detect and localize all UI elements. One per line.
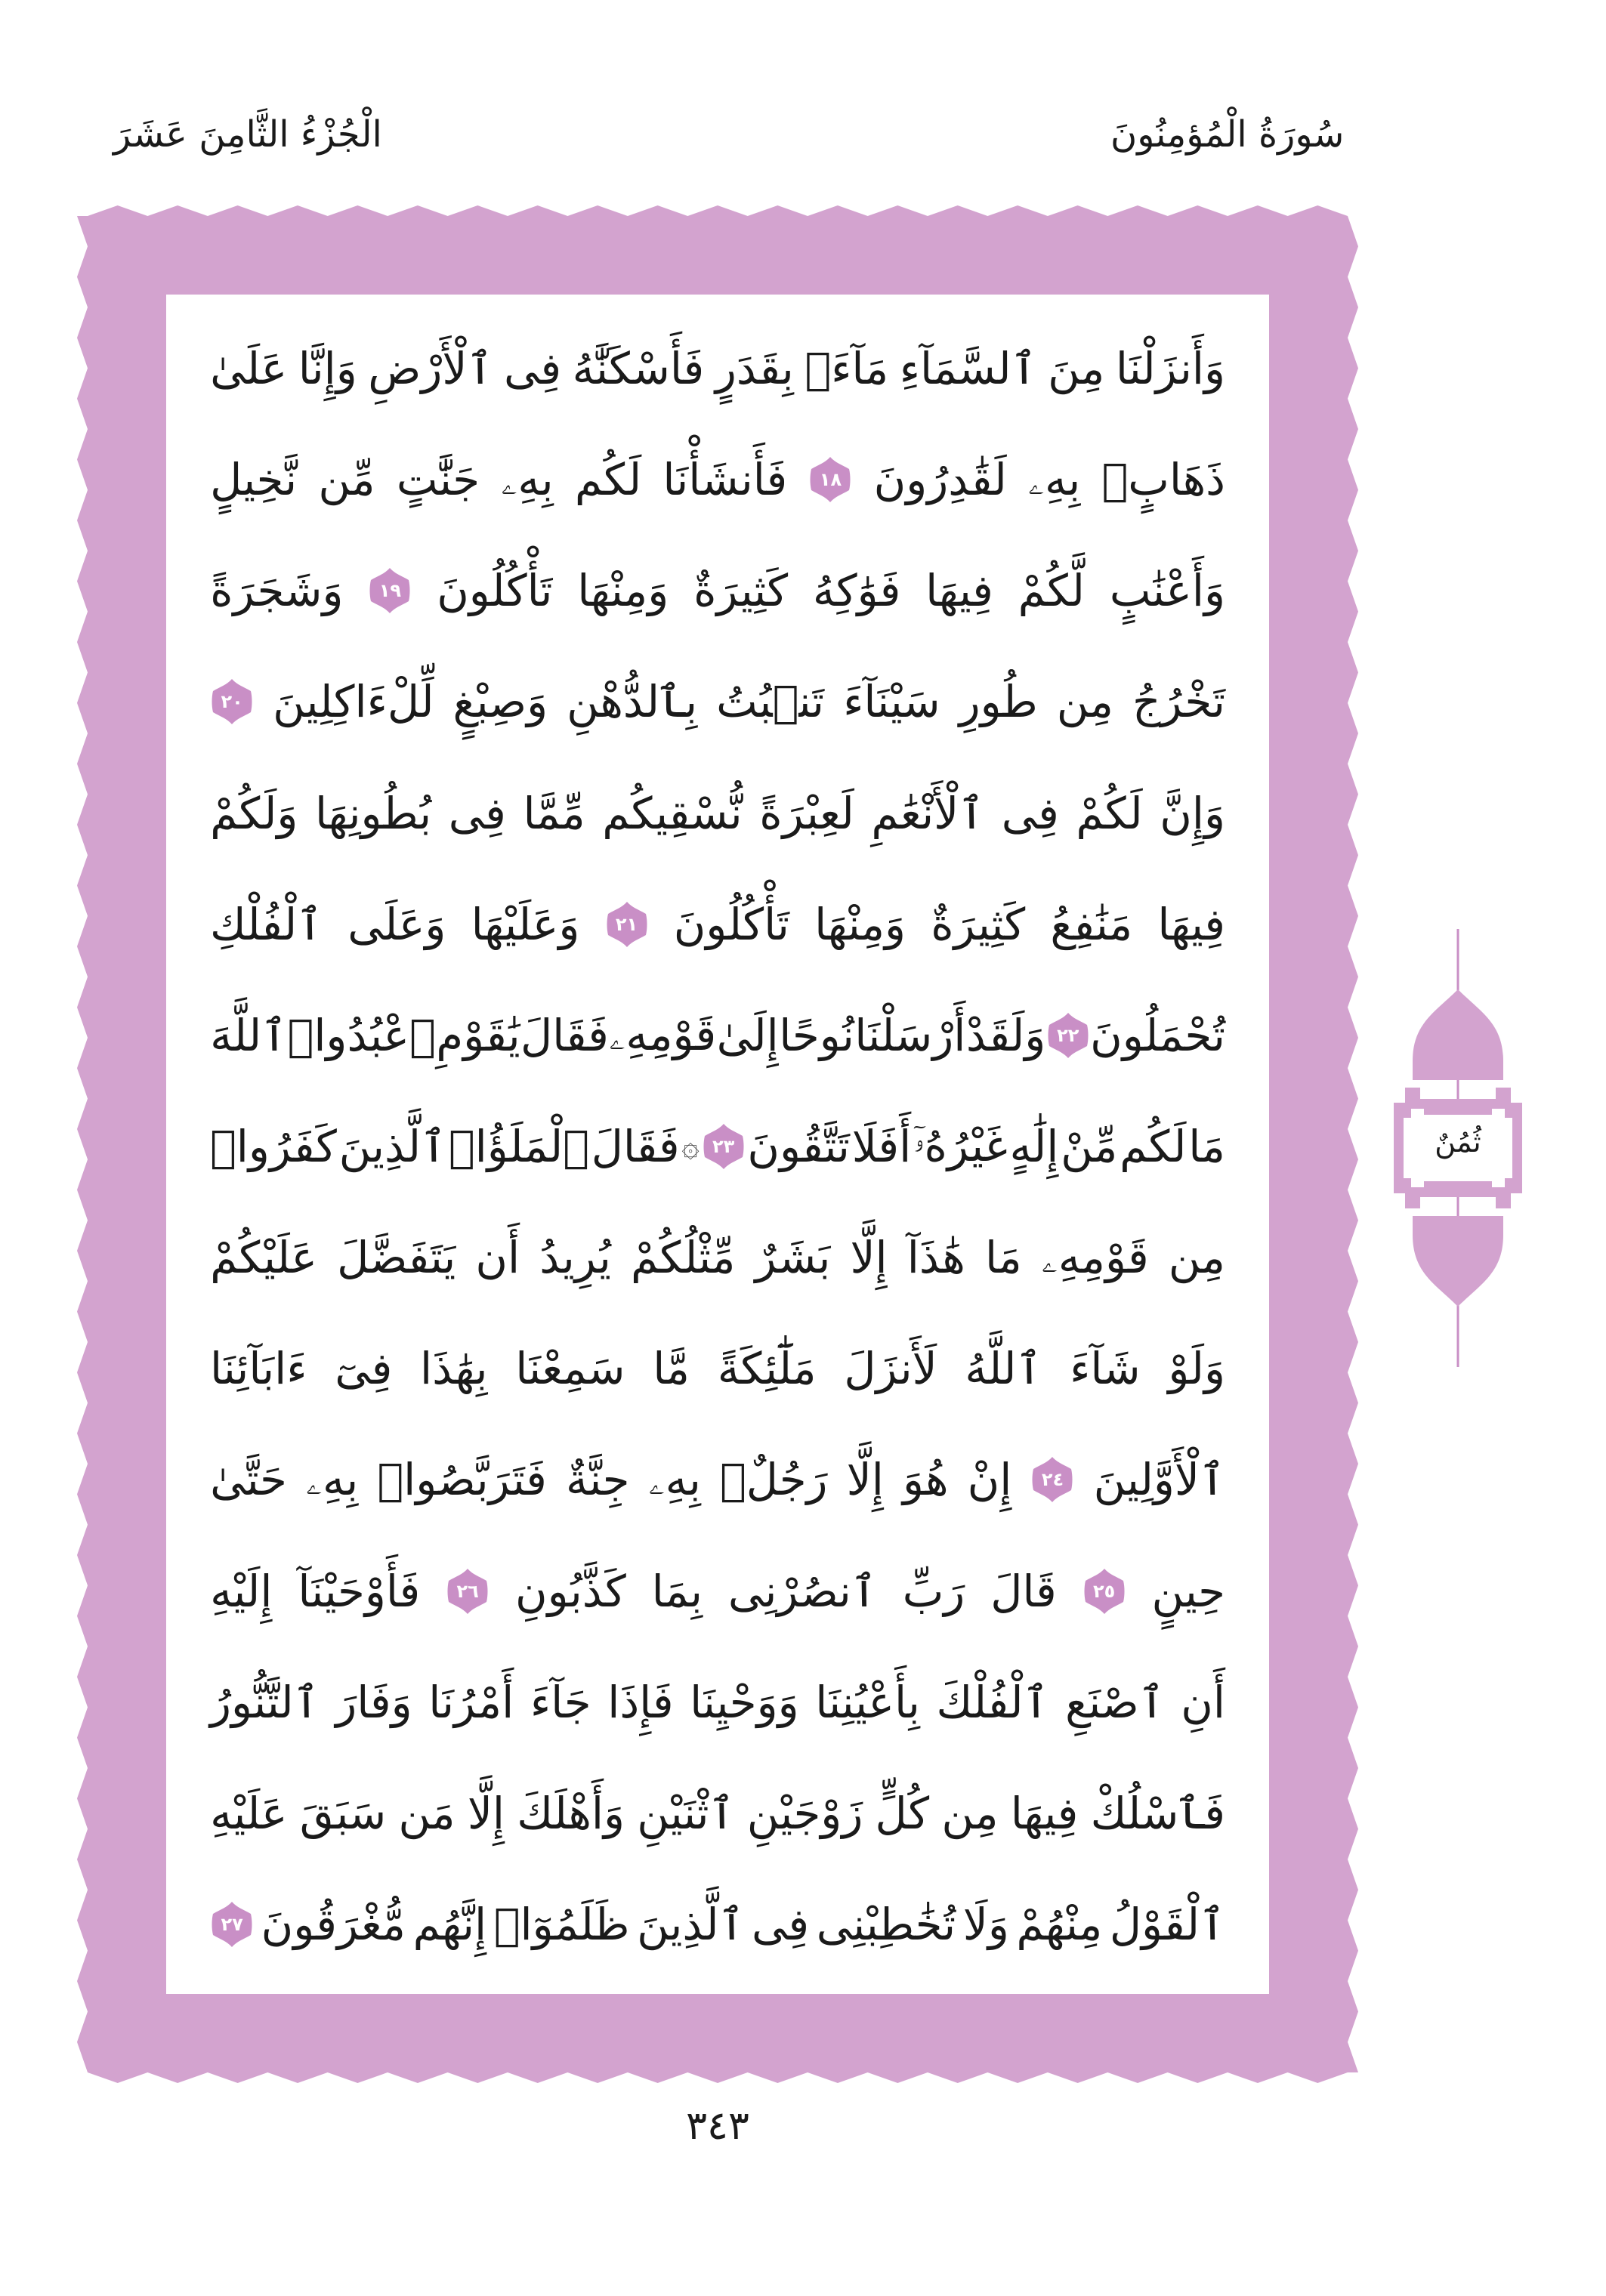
quran-word: بِأَعْيُنِنَا — [815, 1676, 920, 1728]
quran-word: نُّسْقِيكُم — [602, 787, 743, 839]
quran-word: عَلَىٰ — [210, 343, 288, 394]
quran-word: وَأَعْنَٰبٍ — [1109, 565, 1225, 617]
text-line — [210, 1212, 1225, 1303]
quran-word: يُرِيدُ — [539, 1232, 611, 1284]
ayah-number: ٢٥ — [1092, 1580, 1116, 1602]
quran-text-block — [210, 323, 1225, 1970]
ayah-number: ٢٢ — [1057, 1024, 1079, 1046]
quran-word: نَّخِيلٍ — [210, 454, 298, 506]
quran-word: أَمْرُنَا — [428, 1676, 514, 1728]
quran-word: لِّلْءَاكِلِينَ — [273, 676, 434, 728]
quran-word: ٱنصُرْنِى — [727, 1565, 877, 1617]
ayah-number-marker — [1030, 1455, 1074, 1504]
quran-word: مِّنْ — [1061, 1120, 1118, 1172]
quran-word: كَثِيرَةٌ — [693, 565, 789, 617]
quran-word: زَوْجَيْنِ — [746, 1787, 863, 1839]
quran-word: مَّا — [653, 1343, 690, 1395]
quran-word: مِّمَّا — [523, 787, 585, 839]
quran-word: تَأْكُلُونَ — [437, 565, 553, 617]
quran-word: وَصِبْغٍ — [452, 676, 548, 728]
quran-word: لَأَنزَلَ — [844, 1343, 937, 1395]
quran-word: كَثِيرَةٌ — [931, 898, 1026, 950]
hizb-quarter-label: ثُمُنٌ — [1435, 1125, 1481, 1159]
ayah-number-marker — [1083, 1567, 1126, 1616]
quran-word: بُطُونِهَا — [314, 787, 432, 839]
rub-el-hizb-icon: ۞ — [681, 1128, 700, 1164]
quran-word: فَأَسْكَنَّٰهُ — [572, 343, 705, 394]
quran-word: مَآءَۢ — [805, 343, 889, 394]
quran-word: بِمَا — [651, 1565, 703, 1617]
quran-word: تَخْرُجُ — [1132, 676, 1225, 728]
ayah-number: ١٨ — [819, 469, 842, 491]
quran-word: إِلَٰهٍ — [1009, 1120, 1059, 1172]
quran-word: ٱللَّهُ — [965, 1343, 1042, 1395]
text-line — [210, 1768, 1225, 1859]
quran-word: فِى — [504, 343, 562, 394]
ayah-number: ١٩ — [378, 580, 402, 602]
quran-word: كُلٍّ — [875, 1787, 930, 1839]
quran-word: مِنَ — [1048, 343, 1105, 394]
quran-word: ٱلسَّمَآءِ — [899, 343, 1037, 394]
ayah-number: ٢٦ — [456, 1580, 479, 1602]
quran-word: مِنْهُمْ — [1016, 1898, 1103, 1950]
ayah-number-marker — [446, 1567, 490, 1616]
quran-word: فَتَرَبَّصُوا۟ — [377, 1454, 547, 1506]
quran-word: بِهِۦ — [1027, 453, 1081, 505]
quran-word: فَوَٰكِهُ — [812, 565, 901, 617]
ayah-number: ٢٧ — [221, 1913, 243, 1935]
quran-word: وَلَا — [962, 1898, 1009, 1950]
quran-word: وَمِنْهَا — [577, 565, 669, 617]
quran-word: وَعَلَيْهَا — [471, 898, 580, 950]
quran-word: إِلَّا — [467, 1787, 505, 1839]
quran-word: كَفَرُوا۟ — [210, 1120, 337, 1172]
text-line — [210, 990, 1225, 1081]
quran-word: يَٰقَوْمِ — [436, 1009, 520, 1061]
quran-word: رَبِّ — [902, 1565, 965, 1617]
ayah-number-marker — [1046, 1011, 1090, 1060]
quran-word: فِيهَا — [1010, 1787, 1079, 1839]
ayah-number: ٢٣ — [712, 1135, 735, 1157]
quran-word: شَآءَ — [1070, 1343, 1141, 1395]
quran-word: وَلَكُمْ — [210, 787, 298, 839]
text-line — [210, 1101, 1225, 1192]
quran-word: فِيهَا — [925, 565, 993, 617]
quran-word: بِهِۦ — [648, 1453, 701, 1505]
ayah-number-marker — [702, 1122, 746, 1171]
quran-word: ٱلْأَرْضِ — [368, 343, 493, 394]
quran-word: مِن — [941, 1787, 999, 1839]
quran-word: مَا — [1188, 1120, 1225, 1172]
quran-word: فِىٓ — [335, 1343, 393, 1395]
ayah-number: ٢١ — [615, 913, 638, 935]
quran-word: ٱلْفُلْكَ — [936, 1676, 1049, 1728]
quran-word: جَنَّٰتٍ — [396, 454, 480, 506]
quran-word: وَأَنزَلْنَا — [1115, 343, 1225, 394]
quran-word: نُوحًا — [779, 1009, 854, 1061]
quran-word: بَشَرٌ — [755, 1232, 831, 1284]
quran-word: طُورِ — [959, 676, 1038, 728]
text-line — [210, 656, 1225, 747]
juz-name-header: الْجُزْءُ الثَّامِنَ عَشَرَ — [113, 113, 382, 156]
quran-word: وَلَقَدْ — [965, 1009, 1046, 1061]
quran-word: فِى — [1001, 787, 1059, 839]
ayah-number-marker — [808, 455, 852, 504]
quran-word: ٱعْبُدُوا۟ — [287, 1009, 436, 1061]
quran-word: كَذَّبُونِ — [515, 1565, 626, 1617]
quran-word: وَوَحْيِنَا — [690, 1676, 799, 1728]
text-line — [210, 768, 1225, 859]
quran-word: فَإِذَا — [607, 1676, 674, 1728]
quran-word: فَٱسْلُكْ — [1090, 1787, 1225, 1839]
quran-word: مِّن — [318, 454, 375, 506]
quran-word: مَن — [398, 1787, 456, 1839]
quran-word: عَلَيْكُمْ — [210, 1232, 318, 1284]
quran-word: وَلَوْ — [1168, 1343, 1225, 1395]
quran-word: إِلَيْهِ — [210, 1565, 273, 1617]
quran-word: سَبَقَ — [299, 1787, 387, 1839]
page-number: ٣٤٣ — [686, 2103, 749, 2149]
quran-word: إِلَّا — [850, 1232, 888, 1284]
quran-word: هُوَ — [902, 1454, 949, 1506]
quran-word: فِى — [752, 1898, 810, 1950]
surah-name-header: سُورَةُ الْمُؤمِنُونَ — [1110, 113, 1345, 156]
quran-word: وَشَجَرَةً — [210, 565, 344, 617]
quran-word: تُحْمَلُونَ — [1090, 1009, 1225, 1061]
text-line — [210, 1434, 1225, 1525]
text-line — [210, 1546, 1225, 1637]
quran-word: إِلَّا — [846, 1454, 884, 1506]
text-line — [210, 1657, 1225, 1748]
quran-word: سَمِعْنَا — [515, 1343, 625, 1395]
quran-word: حَتَّىٰ — [210, 1454, 287, 1506]
quran-word: تَتَّقُونَ — [747, 1120, 850, 1172]
quran-word: غَيْرُهُۥٓ — [913, 1120, 1008, 1172]
ayah-number: ٢٤ — [1041, 1469, 1064, 1491]
quran-word: بِهَٰذَا — [420, 1343, 488, 1395]
quran-word: رَجُلٌۢ — [719, 1454, 828, 1506]
ayah-number-marker — [210, 1900, 254, 1949]
quran-word: لَكُم — [574, 454, 642, 506]
quran-word: ٱلْمَلَؤُا۟ — [448, 1120, 589, 1172]
ayah-number-marker — [605, 900, 649, 949]
quran-word: لَعِبْرَةً — [759, 787, 854, 839]
quran-word: ٱلْفُلْكِ — [210, 898, 323, 950]
quran-word: إِلَىٰ — [716, 1009, 779, 1061]
quran-word: أَفَلَا — [851, 1120, 912, 1172]
quran-word: وَمِنْهَا — [814, 898, 906, 950]
quran-word: وَأَهْلَكَ — [517, 1787, 625, 1839]
quran-word: أَرْسَلْنَا — [854, 1009, 966, 1061]
quran-word: مَلَٰٓئِكَةً — [717, 1343, 817, 1395]
quran-word: لَكُمْ — [1076, 787, 1143, 839]
quran-word: مِن — [1168, 1232, 1225, 1284]
quran-word: قَوْمِهِۦ — [609, 1009, 717, 1061]
text-line — [210, 1879, 1225, 1970]
quran-word: إِنْ — [967, 1454, 1012, 1506]
text-line — [210, 1323, 1225, 1414]
quran-word: فِيهَا — [1157, 898, 1225, 950]
quran-word: إِنَّهُم — [412, 1898, 487, 1950]
quran-word: وَعَلَى — [347, 898, 446, 950]
quran-word: أَن — [475, 1232, 520, 1284]
quran-word: قَوْمِهِۦ — [1041, 1231, 1149, 1283]
quran-word: عَلَيْهِ — [210, 1787, 288, 1839]
quran-word: ظَلَمُوٓا۟ — [493, 1898, 630, 1950]
quran-word: مِّثْلُكُمْ — [631, 1232, 736, 1284]
quran-word: وَفَارَ — [335, 1676, 412, 1728]
quran-word: ذَهَابٍۭ — [1101, 454, 1225, 506]
quran-word: حِينٍ — [1151, 1565, 1225, 1617]
quran-word: سَيْنَآءَ — [843, 676, 940, 728]
quran-word: ٱلَّذِينَ — [338, 1120, 447, 1172]
quran-word: جَآءَ — [530, 1676, 591, 1728]
quran-word: فَأَوْحَيْنَآ — [298, 1565, 421, 1617]
quran-word: بِٱلدُّهْنِ — [567, 676, 698, 728]
quran-word: لَقَٰدِرُونَ — [873, 454, 1007, 506]
quran-word: فَقَالَ — [520, 1009, 609, 1061]
quran-word: فَقَالَ — [591, 1120, 680, 1172]
ayah-number-marker — [210, 677, 254, 726]
text-line — [210, 879, 1225, 970]
quran-word: بِهِۦ — [501, 453, 554, 505]
quran-word: بِهِۦ — [305, 1453, 359, 1505]
quran-word: مَا — [984, 1232, 1022, 1284]
quran-word: تَنۢبُتُ — [716, 676, 825, 728]
ayah-number: ٢٠ — [221, 691, 243, 713]
quran-word: وَإِنَّا — [298, 343, 357, 394]
quran-word: بِقَدَرٍ — [715, 343, 794, 394]
quran-word: مُّغْرَقُونَ — [261, 1898, 406, 1950]
quran-word: لَكُم — [1120, 1120, 1187, 1172]
text-line — [210, 323, 1225, 414]
quran-word: ٱلَّذِينَ — [637, 1898, 745, 1950]
quran-word: جِنَّةٌ — [566, 1454, 630, 1506]
quran-word: قَالَ — [990, 1565, 1057, 1617]
quran-word: هَٰذَآ — [906, 1232, 965, 1284]
quran-word: وَإِنَّ — [1160, 787, 1225, 839]
quran-word: أَنِ — [1181, 1676, 1225, 1728]
quran-word: فَأَنشَأْنَا — [662, 454, 788, 506]
quran-word: مِن — [1056, 676, 1113, 728]
quran-word: ٱللَّهَ — [210, 1009, 288, 1061]
quran-word: فِى — [448, 787, 506, 839]
ayah-number-marker — [368, 566, 412, 615]
quran-word: ٱلْأَنْعَٰمِ — [871, 787, 985, 839]
quran-word: ٱثْنَيْنِ — [637, 1787, 735, 1839]
quran-word: ٱصْنَعِ — [1065, 1676, 1165, 1728]
quran-word: ءَابَآئِنَا — [210, 1343, 307, 1395]
quran-word: ٱلتَّنُّورُ — [210, 1676, 320, 1728]
quran-word: تُخَٰطِبْنِى — [816, 1898, 956, 1950]
quran-word: ٱلْقَوْلُ — [1109, 1898, 1225, 1950]
quran-word: ٱلْأَوَّلِينَ — [1093, 1454, 1225, 1506]
quran-word: لَّكُمْ — [1018, 565, 1085, 617]
quran-word: تَأْكُلُونَ — [673, 898, 789, 950]
quran-word: مَنَٰفِعُ — [1050, 898, 1133, 950]
text-line — [210, 545, 1225, 636]
text-line — [210, 434, 1225, 525]
quran-word: يَتَفَضَّلَ — [337, 1232, 456, 1284]
